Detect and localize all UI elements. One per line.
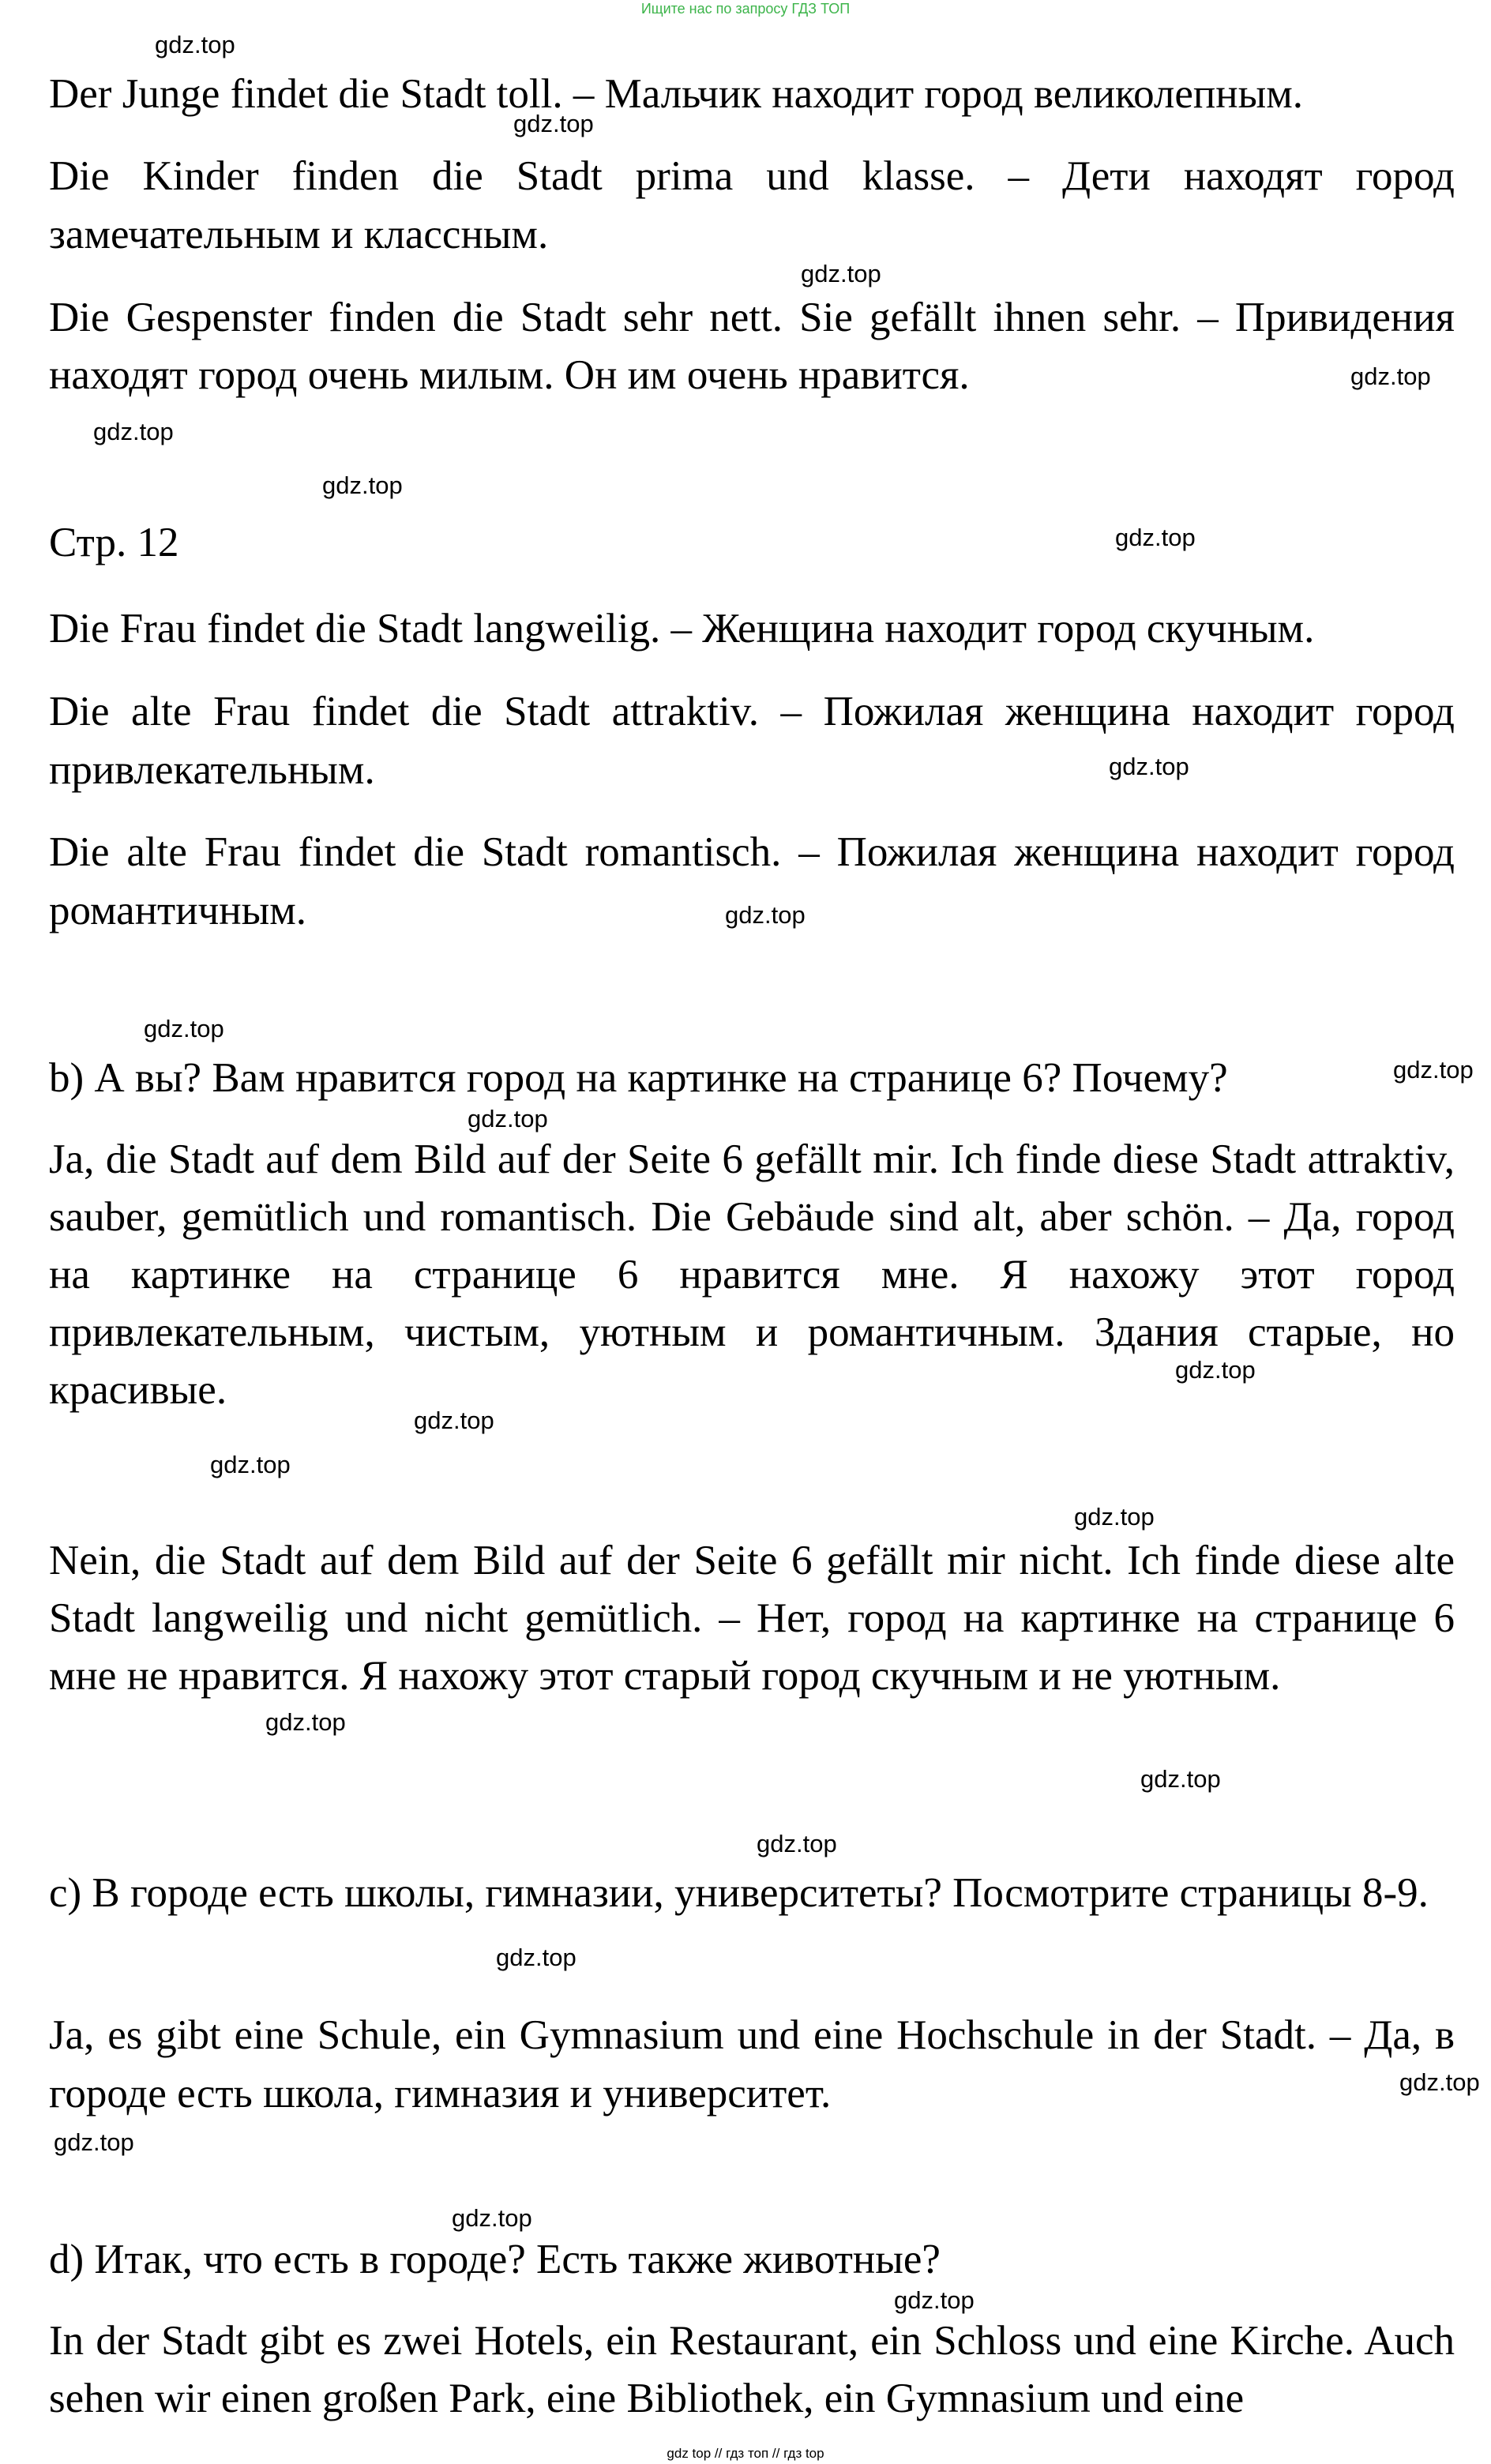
paragraph-5: Die alte Frau findet die Stadt attraktiv. – Пожилая женщина находит город привлекательным. [49, 689, 1455, 793]
paragraph-6: Die alte Frau findet die Stadt romantisch. – Пожилая женщина находит город романтичным. [49, 829, 1455, 933]
question-d: d) Итак, что есть в городе? Есть также животные? [49, 2237, 941, 2282]
watermark: gdz.top [757, 1830, 837, 1857]
watermark: gdz.top [265, 1708, 346, 1736]
watermark: gdz.top [452, 2204, 532, 2232]
paragraph-1: Der Junge findet die Stadt toll. – Мальчик находит город великолепным. [49, 71, 1304, 117]
watermark: gdz.top [1140, 1765, 1221, 1793]
answer-b-yes: Ja, die Stadt auf dem Bild auf der Seite 6 gefällt mir. Ich finde diese Stadt attraktiv, sauber, gemütlich und romantisch. Die Gebäude sind alt, aber schön. – Да, город на картинке на странице 6 нравится мне. Я нахожу этот город привлекательным, чистым, уютным и романтичным. Здания старые, но красивые. [49, 1136, 1455, 1413]
paragraph-4: Die Frau findet die Stadt langweilig. – Женщина находит город скучным. [49, 606, 1315, 652]
watermark: gdz.top [1074, 1503, 1155, 1531]
page-number-heading: Стр. 12 [49, 520, 179, 565]
watermark: gdz.top [1350, 362, 1431, 390]
watermark: gdz.top [725, 901, 806, 929]
question-c: c) В городе есть школы, гимназии, университеты? Посмотрите страницы 8-9. [49, 1870, 1429, 1916]
footer-note: gdz top // гдз топ // гдз top [667, 2446, 824, 2461]
watermark: gdz.top [801, 260, 881, 287]
paragraph-2: Die Kinder finden die Stadt prima und klasse. – Дети находят город замечательным и классным. [49, 153, 1455, 257]
watermark: gdz.top [1115, 524, 1196, 551]
answer-c: Ja, es gibt eine Schule, ein Gymnasium und eine Hochschule in der Stadt. – Да, в городе есть школа, гимназия и университет. [49, 2012, 1455, 2117]
watermark: gdz.top [468, 1105, 548, 1132]
watermark: gdz.top [513, 110, 594, 137]
watermark: gdz.top [54, 2128, 134, 2156]
watermark: gdz.top [1109, 753, 1189, 780]
watermark: gdz.top [1175, 1356, 1256, 1384]
paragraph-3: Die Gespenster finden die Stadt sehr nett. Sie gefällt ihnen sehr. – Привидения находят город очень милым. Он им очень нравится. [49, 295, 1455, 398]
watermark: gdz.top [155, 31, 235, 58]
watermark: gdz.top [414, 1407, 494, 1434]
watermark: gdz.top [144, 1015, 224, 1042]
watermark: gdz.top [1393, 1056, 1474, 1084]
watermark: gdz.top [496, 1944, 576, 1971]
watermark: gdz.top [894, 2286, 975, 2314]
watermark: gdz.top [322, 471, 403, 499]
header-search-note[interactable]: Ищите нас по запросу ГДЗ ТОП [640, 1, 851, 17]
watermark: gdz.top [210, 1451, 291, 1478]
watermark: gdz.top [93, 418, 174, 445]
watermark: gdz.top [1399, 2068, 1480, 2096]
answer-d: In der Stadt gibt es zwei Hotels, ein Restaurant, ein Schloss und eine Kirche. Auch sehen wir einen großen Park, eine Bibliothek, ein Gymnasium und eine [49, 2318, 1455, 2421]
question-b: b) А вы? Вам нравится город на картинке на странице 6? Почему? [49, 1055, 1228, 1101]
answer-b-no: Nein, die Stadt auf dem Bild auf der Seite 6 gefällt mir nicht. Ich finde diese alte Stadt langweilig und nicht gemütlich. – Нет, город на картинке на странице 6 мне не нравится. Я нахожу этот старый город скучным и не уютным. [49, 1538, 1455, 1699]
